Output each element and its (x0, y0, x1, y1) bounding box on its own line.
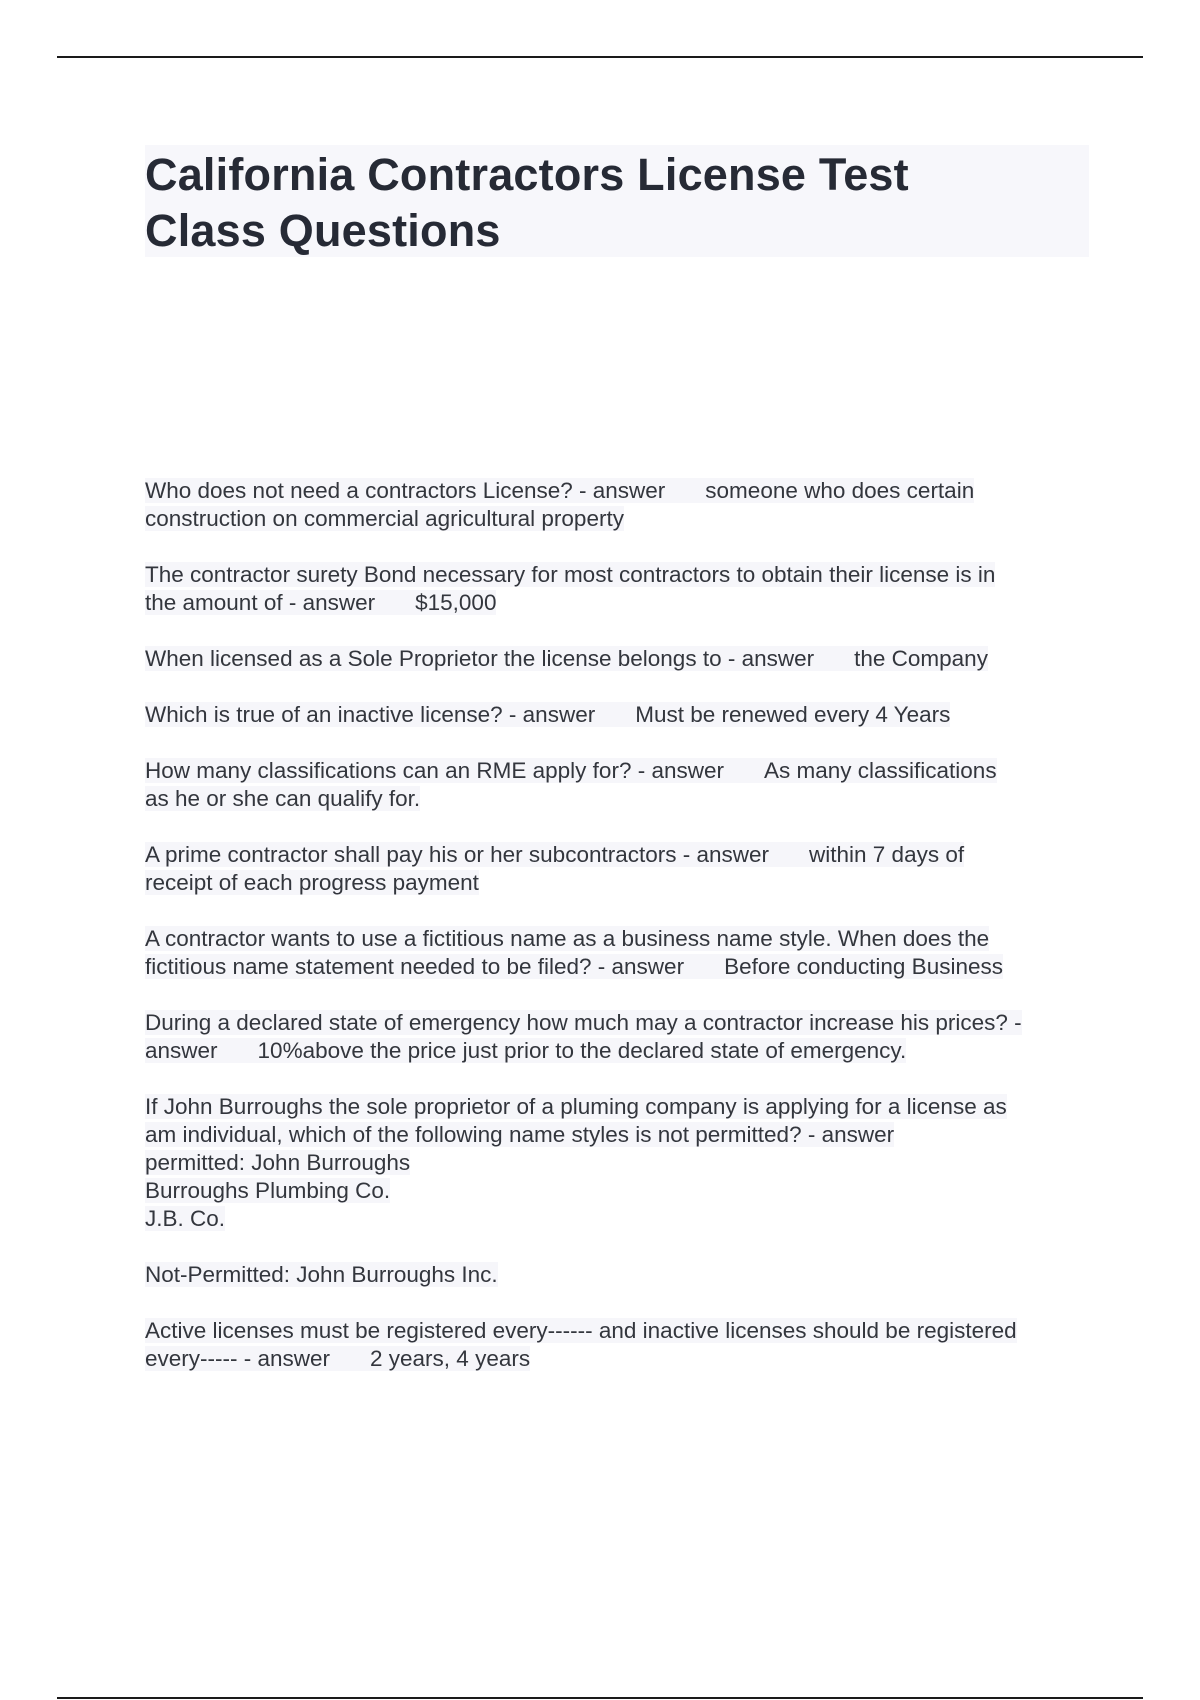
qa-item (145, 1317, 1095, 1373)
title-line-2: Class Questions (145, 205, 501, 256)
page-title (145, 145, 1089, 259)
qa-item (145, 477, 1095, 533)
question-text: every----- - answer (145, 1346, 331, 1371)
qa-list (145, 477, 1095, 1401)
question-text: fictitious name statement needed to be filed? - answer (145, 954, 685, 979)
answer-text: construction on commercial agricultural property (145, 506, 624, 531)
qa-item (145, 1261, 1095, 1289)
answer-text: within 7 days of (809, 842, 965, 867)
answer-text: 10%above the price just prior to the declared state of emergency. (257, 1038, 907, 1063)
question-text: The contractor surety Bond necessary for most contractors to obtain their license is in (145, 562, 996, 587)
question-text: am individual, which of the following name styles is not permitted? - answer (145, 1122, 895, 1147)
question-text: Who does not need a contractors License? - answer (145, 478, 666, 503)
answer-text: receipt of each progress payment (145, 870, 479, 895)
question-text: During a declared state of emergency how much may a contractor increase his prices? - (145, 1010, 1022, 1035)
title-block (145, 145, 1089, 257)
answer-text: the Company (854, 646, 988, 671)
answer-text: As many classifications (763, 758, 997, 783)
title-line-1: California Contractors License Test (145, 149, 909, 200)
bottom-rule (57, 1697, 1143, 1699)
question-text: the amount of - answer (145, 590, 376, 615)
question-text: answer (145, 1038, 218, 1063)
answer-text: Burroughs Plumbing Co. (145, 1178, 391, 1203)
question-text: If John Burroughs the sole proprietor of a pluming company is applying for a license as (145, 1094, 1007, 1119)
answer-text: as he or she can qualify for. (145, 786, 421, 811)
qa-item (145, 1093, 1095, 1233)
qa-item (145, 1009, 1095, 1065)
answer-text: permitted: John Burroughs (145, 1150, 411, 1175)
question-text: Which is true of an inactive license? - answer (145, 702, 596, 727)
answer-text: Not-Permitted: John Burroughs Inc. (145, 1262, 498, 1287)
answer-text: $15,000 (415, 590, 497, 615)
top-rule (57, 56, 1143, 58)
answer-text: J.B. Co. (145, 1206, 226, 1231)
question-text: Active licenses must be registered every------ and inactive licenses should be registered (145, 1318, 1017, 1343)
qa-item (145, 757, 1095, 813)
qa-item (145, 841, 1095, 897)
answer-text: 2 years, 4 years (370, 1346, 531, 1371)
qa-item (145, 701, 1095, 729)
question-text: A contractor wants to use a fictitious name as a business name style. When does the (145, 926, 990, 951)
qa-item (145, 925, 1095, 981)
answer-text: someone who does certain (705, 478, 975, 503)
question-text: A prime contractor shall pay his or her subcontractors - answer (145, 842, 770, 867)
answer-text: Before conducting Business (724, 954, 1003, 979)
question-text: When licensed as a Sole Proprietor the license belongs to - answer (145, 646, 815, 671)
qa-item (145, 645, 1095, 673)
qa-item (145, 561, 1095, 617)
answer-text: Must be renewed every 4 Years (635, 702, 951, 727)
question-text: How many classifications can an RME apply for? - answer (145, 758, 724, 783)
